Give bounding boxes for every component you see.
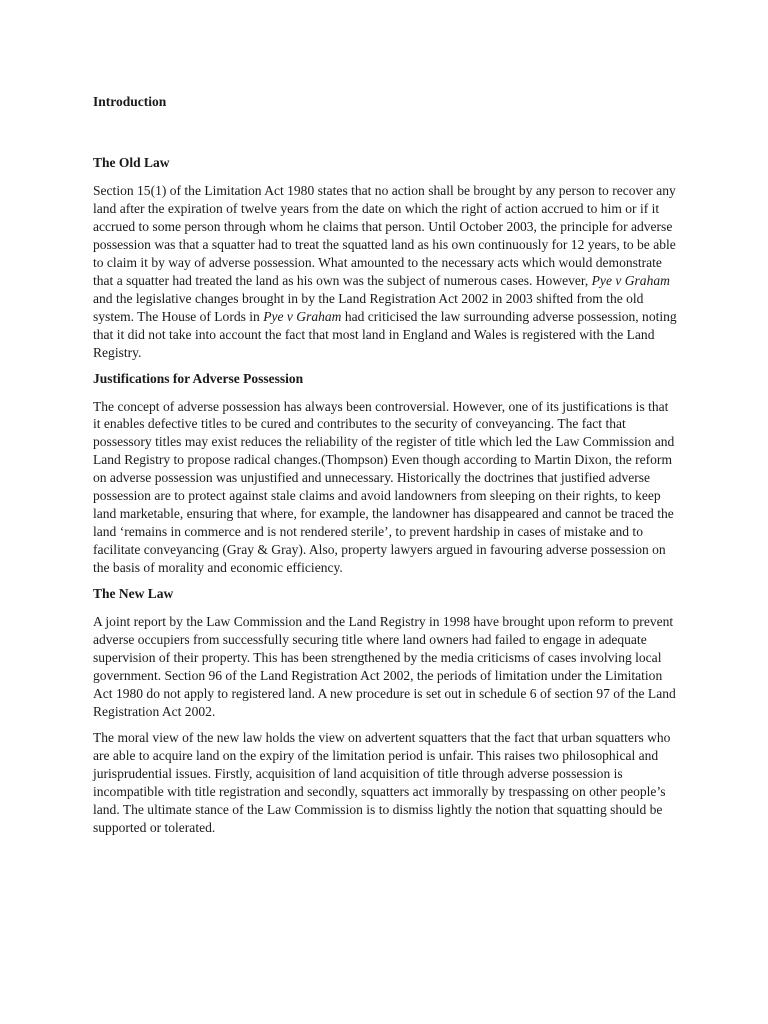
old-law-paragraph (93, 182, 678, 362)
justifications-paragraph: The concept of adverse possession has always been controversial. However, one of its justifications is that it enables defective titles to be cured and contributes to the security of conveyancing. The fact that possessory titles may exist reduces the reliability of the register of title which led the Law Commission and Land Registry to propose radical changes.(Thompson) Even though according to Martin Dixon, the reform on adverse possession was unjustified and unnecessary. Historically the doctrines that justified adverse possession are to protect against stale claims and avoid landowners from sleeping on their rights, to keep land marketable, ensuring that where, for example, the landowner has disappeared and cannot be traced the land ‘remains in commerce and is not rendered sterile’, to prevent hardship in cases of mistake and to facilitate conveyancing (Gray & Gray). Also, property lawyers argued in favouring adverse possession on the basis of morality and economic efficiency. (93, 398, 675, 576)
heading-justifications: Justifications for Adverse Possession (93, 370, 304, 386)
case-name-pye-v-graham: Pye v Graham (263, 308, 342, 324)
heading-old-law: The Old Law (93, 155, 170, 170)
new-law-paragraph-1: A joint report by the Law Commission and the Land Registry in 1998 have brought upon reform to prevent adverse occupiers from successfully securing title where land owners had failed to engage in adequate supervision of their property. This has been strengthened by the media criticisms of cases involving local government. Section 96 of the Land Registration Act 2002, the periods of limitation under the Limitation Act 1980 do not apply to registered land. A new procedure is set out in schedule 6 of section 97 of the Land Registration Act 2002. (93, 614, 676, 719)
heading-introduction: Introduction (93, 94, 167, 109)
new-law-paragraph-2: The moral view of the new law holds the view on advertent squatters that the fact that urban squatters who are able to acquire land on the expiry of the limitation period is unfair. This raises two philosophical and jurisprudential issues. Firstly, acquisition of land acquisition of title through adverse possession is incompatible with title registration and secondly, squatters act immorally by trespassing on other people’s land. The ultimate stance of the Law Commission is to dismiss lightly the notion that squatting should be supported or tolerated. (93, 729, 671, 835)
case-name-pye-v-graham: Pye v Graham (591, 272, 670, 288)
old-law-text-b: and the legislative changes brought in by the Land Registration Act 2002 in 2003 shifted from the old system. The House of Lords in (93, 290, 644, 324)
heading-new-law: The New Law (93, 586, 174, 602)
old-law-text-c: had criticised the law surrounding adverse possession, noting that it did not take into account the fact that most land in England and Wales is registered with the Land Registry. (93, 308, 677, 360)
old-law-text-a: Section 15(1) of the Limitation Act 1980 states that no action shall be brought by any person to recover any land after the expiration of twelve years from the date on which the right of action accrued to him or if it accrued to some person through whom he claims that person. Until October 2003, the principle for adverse possession was that a squatter had to treat the squatted land as his own continuously for 12 years, to be able to claim it by way of adverse possession. What amounted to the necessary acts which would demonstrate that a squatter had treated the land as his own was the subject of numerous cases. However, (93, 183, 676, 288)
document-page (93, 93, 678, 845)
